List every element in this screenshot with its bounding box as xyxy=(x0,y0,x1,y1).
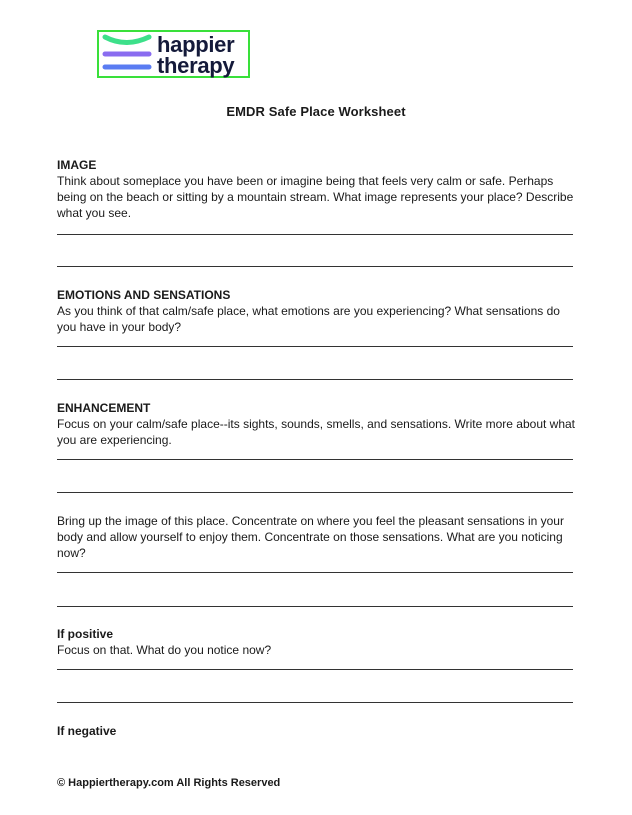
section-body-emotions: As you think of that calm/safe place, what emotions are you experiencing? What sensations do you have in your body? xyxy=(57,304,560,334)
section-enhancement xyxy=(57,400,577,448)
section-body-if-positive: Focus on that. What do you notice now? xyxy=(57,643,272,657)
copyright-footer: © Happiertherapy.com All Rights Reserved xyxy=(57,777,281,789)
answer-line[interactable] xyxy=(57,346,573,347)
answer-line[interactable] xyxy=(57,459,573,460)
answer-line[interactable] xyxy=(57,234,573,235)
answer-line[interactable] xyxy=(57,379,573,380)
logo-word-happier: happier xyxy=(157,32,235,57)
section-heading-if-negative: If negative xyxy=(57,724,117,738)
section-bring-up xyxy=(57,513,577,561)
section-heading-enhancement: ENHANCEMENT xyxy=(57,401,151,415)
section-if-negative xyxy=(57,723,577,739)
brand-logo xyxy=(97,30,250,78)
answer-line[interactable] xyxy=(57,266,573,267)
section-body-image: Think about someplace you have been or imagine being that feels very calm or safe. Perhaps being on the beach or sitting by a mountain stream. What image represents your place? Describe what you see. xyxy=(57,174,574,220)
answer-line[interactable] xyxy=(57,702,573,703)
answer-line[interactable] xyxy=(57,669,573,670)
answer-line[interactable] xyxy=(57,492,573,493)
section-if-positive xyxy=(57,626,577,658)
section-heading-if-positive: If positive xyxy=(57,627,114,641)
answer-line[interactable] xyxy=(57,572,573,573)
section-heading-image: IMAGE xyxy=(57,158,97,172)
logo-word-therapy: therapy xyxy=(157,53,235,78)
section-image xyxy=(57,157,577,221)
section-emotions xyxy=(57,287,577,335)
section-body-enhancement: Focus on your calm/safe place--its sights, sounds, smells, and sensations. Write more about what you are experiencing. xyxy=(57,417,576,447)
section-body-bring-up: Bring up the image of this place. Concentrate on where you feel the pleasant sensations in your body and allow yourself to enjoy them. Concentrate on those sensations. What are you noticing now? xyxy=(57,514,564,560)
section-heading-emotions: EMOTIONS AND SENSATIONS xyxy=(57,288,231,302)
logo-stripes-icon xyxy=(99,32,159,76)
page-title: EMDR Safe Place Worksheet xyxy=(226,104,406,119)
answer-line[interactable] xyxy=(57,606,573,607)
